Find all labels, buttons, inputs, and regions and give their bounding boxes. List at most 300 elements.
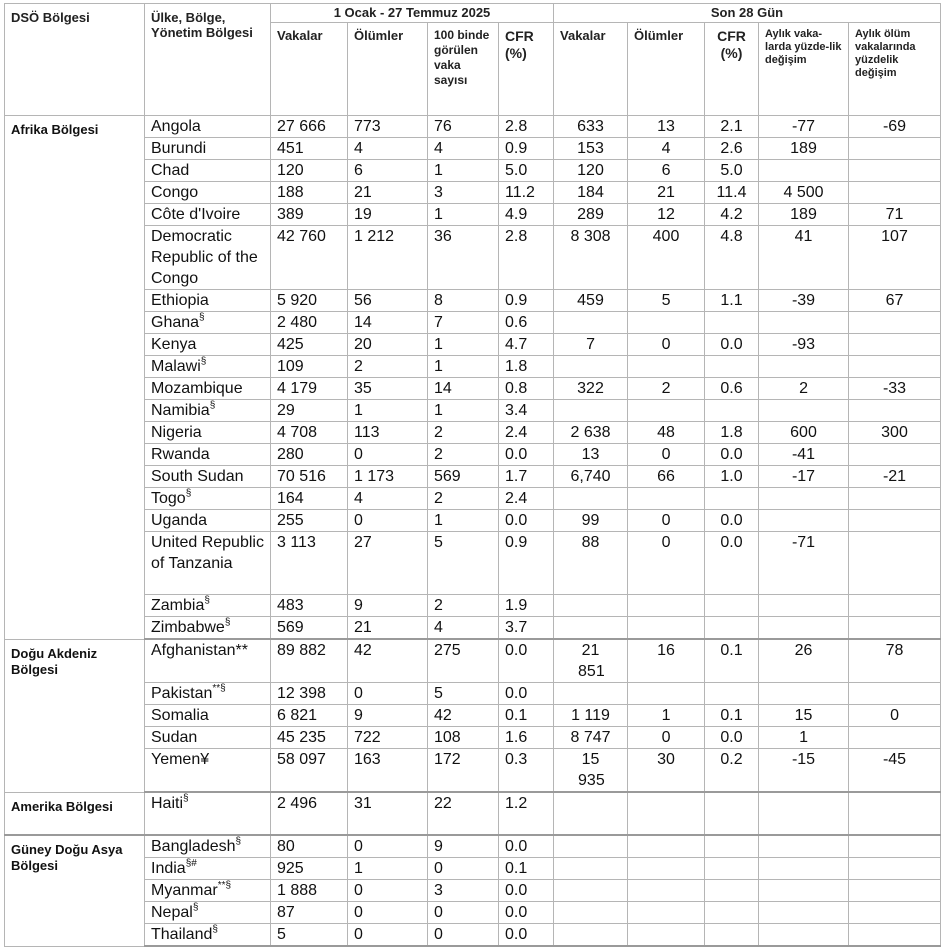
cell-cfr28 bbox=[705, 683, 759, 705]
cell-deaths28 bbox=[628, 835, 705, 858]
country-name: Ethiopia bbox=[151, 292, 209, 309]
cell-cfr28: 0.0 bbox=[705, 444, 759, 466]
cell-deaths28 bbox=[628, 595, 705, 617]
cell-deaths28: 0 bbox=[628, 727, 705, 749]
country-name: Rwanda bbox=[151, 446, 210, 463]
country-name: Democratic Republic of the Congo bbox=[151, 228, 258, 287]
cell-cases: 389 bbox=[271, 204, 348, 226]
cell-cases28: 322 bbox=[554, 378, 628, 400]
cell-deaths: 0 bbox=[348, 880, 428, 902]
cell-cases28: 459 bbox=[554, 290, 628, 312]
cell-cases: 42 760 bbox=[271, 226, 348, 290]
table-wrapper bbox=[4, 3, 941, 947]
cell-per100k: 9 bbox=[428, 835, 499, 858]
cell-chg-deaths bbox=[849, 334, 941, 356]
country-cell bbox=[145, 510, 271, 532]
cell-deaths: 722 bbox=[348, 727, 428, 749]
country-name: Haiti bbox=[151, 795, 184, 812]
cell-cases28: 7 bbox=[554, 334, 628, 356]
footnote-mark: § bbox=[192, 902, 199, 913]
table-row bbox=[5, 400, 941, 422]
cell-chg-cases bbox=[759, 312, 849, 334]
cell-cfr28 bbox=[705, 792, 759, 835]
cell-chg-deaths bbox=[849, 880, 941, 902]
country-name: Pakistan bbox=[151, 685, 213, 702]
cell-cases: 29 bbox=[271, 400, 348, 422]
country-cell bbox=[145, 595, 271, 617]
country-name: Côte d'Ivoire bbox=[151, 206, 241, 223]
country-cell bbox=[145, 858, 271, 880]
cell-cfr28: 4.8 bbox=[705, 226, 759, 290]
cell-cases28 bbox=[554, 595, 628, 617]
cell-cfr28 bbox=[705, 488, 759, 510]
cell-cases: 120 bbox=[271, 160, 348, 182]
table-row bbox=[5, 488, 941, 510]
cell-chg-cases: 189 bbox=[759, 138, 849, 160]
cell-deaths: 27 bbox=[348, 532, 428, 595]
cell-per100k: 5 bbox=[428, 532, 499, 595]
region-name: Amerika Bölgesi bbox=[5, 792, 145, 835]
table-row bbox=[5, 182, 941, 204]
cell-deaths28 bbox=[628, 400, 705, 422]
cell-cfr28: 2.6 bbox=[705, 138, 759, 160]
cell-cases28 bbox=[554, 902, 628, 924]
cell-deaths28 bbox=[628, 312, 705, 334]
table-row bbox=[5, 356, 941, 378]
cell-cfr28: 11.4 bbox=[705, 182, 759, 204]
cell-cfr: 0.1 bbox=[499, 705, 554, 727]
cell-cases: 109 bbox=[271, 356, 348, 378]
cell-cfr28 bbox=[705, 595, 759, 617]
table-row bbox=[5, 835, 941, 858]
cell-chg-deaths: 67 bbox=[849, 290, 941, 312]
country-cell bbox=[145, 356, 271, 378]
table-row bbox=[5, 749, 941, 793]
cell-cfr: 0.9 bbox=[499, 532, 554, 595]
cell-deaths: 1 bbox=[348, 858, 428, 880]
cell-deaths: 56 bbox=[348, 290, 428, 312]
cell-cfr: 0.8 bbox=[499, 378, 554, 400]
country-cell bbox=[145, 226, 271, 290]
country-name: Thailand bbox=[151, 926, 213, 943]
cell-per100k: 0 bbox=[428, 858, 499, 880]
table-row bbox=[5, 160, 941, 182]
cell-cfr: 0.9 bbox=[499, 290, 554, 312]
cell-cfr: 0.0 bbox=[499, 683, 554, 705]
cell-deaths: 1 bbox=[348, 400, 428, 422]
cell-cases28 bbox=[554, 858, 628, 880]
country-cell bbox=[145, 378, 271, 400]
header-monthly-deaths-change: Aylık ölüm vakalarında yüzdelik değişim bbox=[849, 23, 941, 116]
cell-chg-deaths: 78 bbox=[849, 639, 941, 683]
cell-cfr28 bbox=[705, 400, 759, 422]
cell-per100k: 22 bbox=[428, 792, 499, 835]
cell-chg-cases bbox=[759, 510, 849, 532]
country-name: Namibia bbox=[151, 402, 210, 419]
cell-deaths28: 12 bbox=[628, 204, 705, 226]
cell-per100k: 1 bbox=[428, 204, 499, 226]
cell-chg-deaths bbox=[849, 138, 941, 160]
country-cell bbox=[145, 444, 271, 466]
cell-chg-cases: 1 bbox=[759, 727, 849, 749]
cell-cfr28: 5.0 bbox=[705, 160, 759, 182]
cell-cases28: 184 bbox=[554, 182, 628, 204]
cell-cfr28 bbox=[705, 880, 759, 902]
country-cell bbox=[145, 835, 271, 858]
cell-chg-deaths bbox=[849, 532, 941, 595]
cell-cases: 4 179 bbox=[271, 378, 348, 400]
footnote-mark: **§ bbox=[217, 880, 232, 891]
cell-cases: 2 496 bbox=[271, 792, 348, 835]
cell-chg-cases bbox=[759, 356, 849, 378]
cell-chg-deaths bbox=[849, 858, 941, 880]
cell-cfr: 0.1 bbox=[499, 858, 554, 880]
country-name: United Republic of Tanzania bbox=[151, 534, 264, 572]
cell-per100k: 36 bbox=[428, 226, 499, 290]
cell-cases28: 1 119 bbox=[554, 705, 628, 727]
country-cell bbox=[145, 400, 271, 422]
cell-chg-cases bbox=[759, 160, 849, 182]
cell-cases: 80 bbox=[271, 835, 348, 858]
cell-cases: 5 920 bbox=[271, 290, 348, 312]
country-name: Sudan bbox=[151, 729, 198, 746]
cell-cases: 12 398 bbox=[271, 683, 348, 705]
cell-chg-cases: 26 bbox=[759, 639, 849, 683]
cell-cfr28 bbox=[705, 356, 759, 378]
cell-per100k: 8 bbox=[428, 290, 499, 312]
footnote-mark: § bbox=[209, 400, 216, 411]
cell-cfr28: 0.6 bbox=[705, 378, 759, 400]
country-cell bbox=[145, 160, 271, 182]
cell-chg-deaths bbox=[849, 182, 941, 204]
cell-cases: 4 708 bbox=[271, 422, 348, 444]
country-name: South Sudan bbox=[151, 468, 244, 485]
cell-cases28: 13 bbox=[554, 444, 628, 466]
cell-cfr: 2.8 bbox=[499, 226, 554, 290]
cell-cases: 925 bbox=[271, 858, 348, 880]
country-cell bbox=[145, 204, 271, 226]
table-row bbox=[5, 683, 941, 705]
cell-deaths: 0 bbox=[348, 510, 428, 532]
cell-chg-cases: 4 500 bbox=[759, 182, 849, 204]
cell-per100k: 2 bbox=[428, 422, 499, 444]
cell-per100k: 4 bbox=[428, 617, 499, 640]
cell-cfr: 4.7 bbox=[499, 334, 554, 356]
cell-cases: 280 bbox=[271, 444, 348, 466]
table-row bbox=[5, 924, 941, 947]
header-cases: Vakalar bbox=[271, 23, 348, 116]
country-cell bbox=[145, 182, 271, 204]
cell-deaths: 20 bbox=[348, 334, 428, 356]
cell-chg-cases: 15 bbox=[759, 705, 849, 727]
cell-cases: 6 821 bbox=[271, 705, 348, 727]
cell-chg-deaths bbox=[849, 617, 941, 640]
table-row bbox=[5, 204, 941, 226]
cell-cases28: 153 bbox=[554, 138, 628, 160]
cell-cfr: 1.2 bbox=[499, 792, 554, 835]
cell-per100k: 42 bbox=[428, 705, 499, 727]
cell-chg-cases: 2 bbox=[759, 378, 849, 400]
cell-cases28 bbox=[554, 488, 628, 510]
country-cell bbox=[145, 639, 271, 683]
country-name: Zambia bbox=[151, 597, 205, 614]
cell-cfr28 bbox=[705, 617, 759, 640]
cell-deaths28: 21 bbox=[628, 182, 705, 204]
cell-chg-deaths: -69 bbox=[849, 116, 941, 138]
cell-deaths28: 30 bbox=[628, 749, 705, 793]
cell-chg-cases bbox=[759, 880, 849, 902]
cell-per100k: 1 bbox=[428, 334, 499, 356]
country-name: Bangladesh bbox=[151, 838, 236, 855]
cell-chg-deaths bbox=[849, 924, 941, 947]
cell-cfr28: 1.8 bbox=[705, 422, 759, 444]
cell-cases28: 120 bbox=[554, 160, 628, 182]
header-deaths: Ölümler bbox=[348, 23, 428, 116]
cell-chg-deaths bbox=[849, 400, 941, 422]
cell-cases: 45 235 bbox=[271, 727, 348, 749]
cell-deaths28: 0 bbox=[628, 444, 705, 466]
footnote-mark: § bbox=[204, 595, 210, 606]
header-region: DSÖ Bölgesi bbox=[5, 4, 145, 116]
cell-cases: 3 113 bbox=[271, 532, 348, 595]
country-cell bbox=[145, 422, 271, 444]
footnote-mark: § bbox=[224, 617, 231, 628]
cell-cases28: 633 bbox=[554, 116, 628, 138]
cell-per100k: 172 bbox=[428, 749, 499, 793]
cell-per100k: 5 bbox=[428, 683, 499, 705]
cell-deaths: 2 bbox=[348, 356, 428, 378]
header-cfr-28: CFR (%) bbox=[705, 23, 759, 116]
cell-chg-cases bbox=[759, 488, 849, 510]
header-per100k: 100 binde görülen vaka sayısı bbox=[428, 23, 499, 116]
region-name: Doğu Akdeniz Bölgesi bbox=[5, 639, 145, 792]
country-cell bbox=[145, 138, 271, 160]
footnote-mark: ** bbox=[235, 642, 248, 659]
cell-deaths: 0 bbox=[348, 902, 428, 924]
cell-chg-cases: -77 bbox=[759, 116, 849, 138]
cholera-data-table bbox=[4, 3, 941, 947]
cell-deaths: 14 bbox=[348, 312, 428, 334]
table-row bbox=[5, 138, 941, 160]
cell-deaths28: 66 bbox=[628, 466, 705, 488]
cell-cases: 483 bbox=[271, 595, 348, 617]
cell-cfr28: 0.2 bbox=[705, 749, 759, 793]
cell-cfr: 2.4 bbox=[499, 422, 554, 444]
cell-deaths28: 16 bbox=[628, 639, 705, 683]
cell-deaths28: 0 bbox=[628, 510, 705, 532]
country-name: Ghana bbox=[151, 314, 200, 331]
cell-chg-cases: 41 bbox=[759, 226, 849, 290]
cell-per100k: 4 bbox=[428, 138, 499, 160]
cell-per100k: 1 bbox=[428, 510, 499, 532]
table-row bbox=[5, 705, 941, 727]
region-name: Güney Doğu Asya Bölgesi bbox=[5, 835, 145, 946]
cell-deaths28 bbox=[628, 792, 705, 835]
country-name: Nigeria bbox=[151, 424, 202, 441]
cell-cases28: 8 308 bbox=[554, 226, 628, 290]
table-row bbox=[5, 727, 941, 749]
country-name: Somalia bbox=[151, 707, 209, 724]
header-period-28days: Son 28 Gün bbox=[554, 4, 941, 23]
footnote-mark: ¥ bbox=[200, 751, 210, 768]
cell-deaths: 1 173 bbox=[348, 466, 428, 488]
footnote-mark: § bbox=[183, 793, 189, 804]
cell-deaths28: 6 bbox=[628, 160, 705, 182]
cell-cfr: 0.0 bbox=[499, 880, 554, 902]
cell-chg-deaths bbox=[849, 792, 941, 835]
footnote-mark: § bbox=[235, 836, 242, 847]
cell-cases28 bbox=[554, 683, 628, 705]
cell-cfr: 1.6 bbox=[499, 727, 554, 749]
cell-deaths28 bbox=[628, 683, 705, 705]
header-deaths-28: Ölümler bbox=[628, 23, 705, 116]
cell-cases: 58 097 bbox=[271, 749, 348, 793]
country-name: Yemen bbox=[151, 751, 201, 768]
cell-chg-deaths: -21 bbox=[849, 466, 941, 488]
cell-cfr: 3.4 bbox=[499, 400, 554, 422]
cell-per100k: 108 bbox=[428, 727, 499, 749]
cell-cfr28 bbox=[705, 835, 759, 858]
region-name: Afrika Bölgesi bbox=[5, 116, 145, 640]
country-name: Burundi bbox=[151, 140, 207, 157]
cell-cfr28: 0.0 bbox=[705, 510, 759, 532]
cell-deaths: 0 bbox=[348, 835, 428, 858]
cell-chg-cases bbox=[759, 835, 849, 858]
cell-deaths: 19 bbox=[348, 204, 428, 226]
cell-deaths: 113 bbox=[348, 422, 428, 444]
cell-deaths: 21 bbox=[348, 182, 428, 204]
cell-cases28 bbox=[554, 792, 628, 835]
cell-deaths: 42 bbox=[348, 639, 428, 683]
cell-chg-cases: 189 bbox=[759, 204, 849, 226]
cell-cases28 bbox=[554, 617, 628, 640]
cell-deaths28: 4 bbox=[628, 138, 705, 160]
country-cell bbox=[145, 466, 271, 488]
cell-deaths: 1 212 bbox=[348, 226, 428, 290]
cell-cfr: 0.0 bbox=[499, 835, 554, 858]
cell-cases28 bbox=[554, 835, 628, 858]
cell-chg-cases bbox=[759, 683, 849, 705]
cell-per100k: 1 bbox=[428, 356, 499, 378]
cell-chg-cases bbox=[759, 400, 849, 422]
cell-deaths28: 5 bbox=[628, 290, 705, 312]
cell-cfr: 0.0 bbox=[499, 924, 554, 947]
country-cell bbox=[145, 532, 271, 595]
cell-deaths: 9 bbox=[348, 595, 428, 617]
country-cell bbox=[145, 334, 271, 356]
cell-chg-cases: 600 bbox=[759, 422, 849, 444]
country-cell bbox=[145, 312, 271, 334]
cell-deaths28 bbox=[628, 488, 705, 510]
country-cell bbox=[145, 727, 271, 749]
cell-cases: 5 bbox=[271, 924, 348, 947]
cell-chg-cases: -93 bbox=[759, 334, 849, 356]
cell-cases: 451 bbox=[271, 138, 348, 160]
country-cell bbox=[145, 880, 271, 902]
cell-deaths28 bbox=[628, 356, 705, 378]
cell-cases: 164 bbox=[271, 488, 348, 510]
header-cfr: CFR (%) bbox=[499, 23, 554, 116]
cell-chg-deaths bbox=[849, 312, 941, 334]
country-cell bbox=[145, 617, 271, 640]
country-name: Angola bbox=[151, 118, 201, 135]
cell-chg-deaths: 300 bbox=[849, 422, 941, 444]
header-period-ytd: 1 Ocak - 27 Temmuz 2025 bbox=[271, 4, 554, 23]
cell-cfr: 0.0 bbox=[499, 444, 554, 466]
footnote-mark: § bbox=[200, 356, 207, 367]
cell-cases: 255 bbox=[271, 510, 348, 532]
cell-chg-deaths: -33 bbox=[849, 378, 941, 400]
country-cell bbox=[145, 924, 271, 947]
cell-cases28 bbox=[554, 356, 628, 378]
cell-deaths: 9 bbox=[348, 705, 428, 727]
table-row bbox=[5, 639, 941, 683]
cell-cfr28: 0.0 bbox=[705, 532, 759, 595]
cell-cases28 bbox=[554, 880, 628, 902]
cell-cases28: 289 bbox=[554, 204, 628, 226]
table-body bbox=[5, 116, 941, 947]
cell-cfr: 11.2 bbox=[499, 182, 554, 204]
cell-chg-deaths bbox=[849, 160, 941, 182]
cell-chg-deaths bbox=[849, 835, 941, 858]
table-row bbox=[5, 444, 941, 466]
table-row bbox=[5, 422, 941, 444]
cell-per100k: 7 bbox=[428, 312, 499, 334]
table-row bbox=[5, 510, 941, 532]
cell-deaths: 4 bbox=[348, 138, 428, 160]
cell-cases28: 21 851 bbox=[554, 639, 628, 683]
cell-deaths28: 0 bbox=[628, 532, 705, 595]
table-row bbox=[5, 858, 941, 880]
country-name: Malawi bbox=[151, 358, 201, 375]
cell-chg-deaths bbox=[849, 510, 941, 532]
cell-cfr28: 1.0 bbox=[705, 466, 759, 488]
country-cell bbox=[145, 116, 271, 138]
country-name: Togo bbox=[151, 490, 186, 507]
cell-per100k: 2 bbox=[428, 595, 499, 617]
cell-cfr: 0.3 bbox=[499, 749, 554, 793]
cell-cfr28 bbox=[705, 902, 759, 924]
cell-cfr: 0.9 bbox=[499, 138, 554, 160]
cell-deaths: 0 bbox=[348, 683, 428, 705]
cell-cfr: 1.9 bbox=[499, 595, 554, 617]
cell-deaths28 bbox=[628, 924, 705, 947]
cell-cfr28 bbox=[705, 858, 759, 880]
country-cell bbox=[145, 902, 271, 924]
cell-cfr28: 2.1 bbox=[705, 116, 759, 138]
country-cell bbox=[145, 792, 271, 835]
cell-cases28: 15 935 bbox=[554, 749, 628, 793]
cell-cfr28: 0.0 bbox=[705, 727, 759, 749]
footnote-mark: § bbox=[199, 312, 205, 323]
cell-deaths28 bbox=[628, 902, 705, 924]
cell-deaths: 0 bbox=[348, 924, 428, 947]
country-name: Uganda bbox=[151, 512, 208, 529]
cell-cfr28: 0.1 bbox=[705, 705, 759, 727]
cell-cfr: 2.8 bbox=[499, 116, 554, 138]
country-name: Myanmar bbox=[151, 882, 218, 899]
cell-chg-deaths bbox=[849, 444, 941, 466]
cell-cfr: 0.0 bbox=[499, 639, 554, 683]
cell-per100k: 1 bbox=[428, 160, 499, 182]
cell-chg-cases bbox=[759, 902, 849, 924]
table-row bbox=[5, 880, 941, 902]
country-name: Mozambique bbox=[151, 380, 243, 397]
cell-cfr: 3.7 bbox=[499, 617, 554, 640]
cell-cfr: 2.4 bbox=[499, 488, 554, 510]
cell-cfr28: 1.1 bbox=[705, 290, 759, 312]
cell-per100k: 1 bbox=[428, 400, 499, 422]
